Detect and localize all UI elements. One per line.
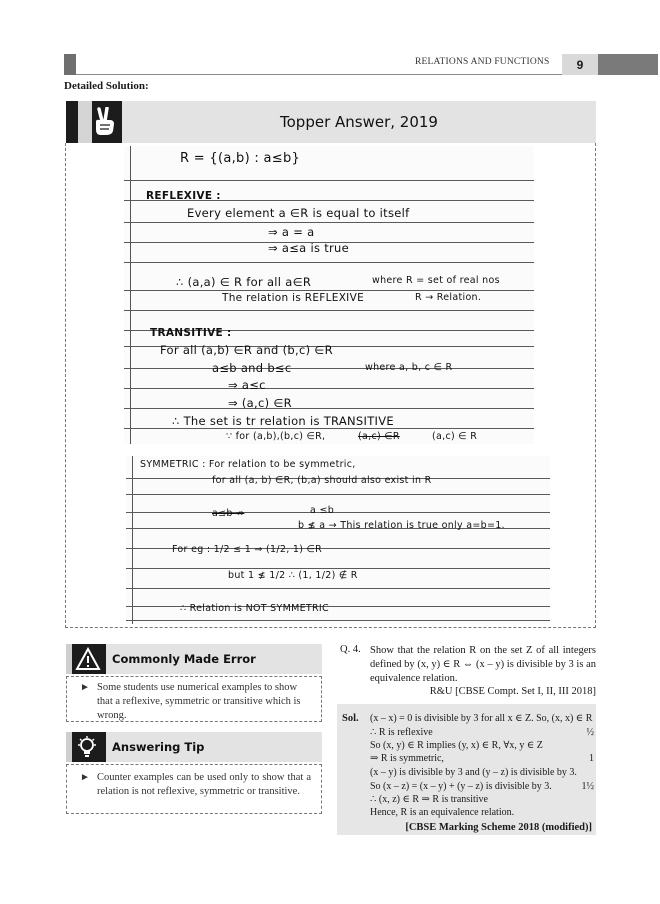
header-rule bbox=[76, 74, 598, 75]
page-number: 9 bbox=[562, 54, 598, 75]
common-error-title: Commonly Made Error bbox=[112, 652, 256, 666]
warning-icon bbox=[75, 647, 101, 671]
solution-line: ∴ (x, z) ∈ R ⇒ R is transitive bbox=[370, 794, 488, 805]
common-error-icon-box bbox=[66, 644, 106, 674]
handwritten-line: ⇒ a≤a is true bbox=[268, 241, 350, 255]
handwritten-line: ∴ (a,a) ∈ R for all a∈R bbox=[176, 275, 312, 289]
handwritten-line: ⇒ (a,c) ∈R bbox=[228, 396, 292, 410]
solution-mark: ½ bbox=[586, 727, 594, 738]
topper-answer-title: Topper Answer, 2019 bbox=[280, 113, 438, 131]
handwritten-line: ⇒ a = a bbox=[268, 225, 315, 239]
running-title: RELATIONS AND FUNCTIONS bbox=[415, 57, 550, 67]
handwritten-line: REFLEXIVE : bbox=[146, 190, 221, 202]
solution-mark: 1½ bbox=[581, 781, 594, 792]
handwritten-line: where a, b, c ∈ R bbox=[365, 362, 453, 373]
handwritten-line: b ≰ a → This relation is true only a=b=1. bbox=[298, 520, 505, 531]
topper-icon-box bbox=[66, 101, 122, 143]
solution-line: So (x, y) ∈ R implies (y, x) ∈ R, ∀x, y ∈ Z bbox=[370, 740, 543, 751]
handwritten-line: Every element a ∈R is equal to itself bbox=[187, 206, 410, 220]
solution-line: So (x – z) = (x – y) + (y – z) is divisible by 3. bbox=[370, 781, 552, 792]
handwritten-line: TRANSITIVE : bbox=[150, 327, 232, 339]
solution-line: ⇒ R is symmetric, bbox=[370, 753, 444, 764]
handwritten-line: but 1 ≰ 1/2 ∴ (1, 1/2) ∉ R bbox=[228, 570, 358, 581]
solution-line: Hence, R is an equivalence relation. bbox=[370, 807, 515, 818]
bullet-arrow-icon: ► bbox=[80, 682, 90, 693]
question-text: Show that the relation R on the set Z of all integers defined by (x, y) ∈ R ⇔ (x – y) is divisible by 3 is an equivalence relation. bbox=[370, 645, 596, 684]
handwritten-line: ∴ The set is tr relation is TRANSITIVE bbox=[172, 414, 394, 428]
common-error-text: Some students use numerical examples to show that a reflexive, symmetric or transitive which is wrong. bbox=[97, 682, 301, 721]
handwritten-line: for all (a, b) ∈R, (b,a) should also exist in R bbox=[212, 475, 432, 486]
lightbulb-icon bbox=[75, 735, 99, 759]
solution-line: (x – x) = 0 is divisible by 3 for all x ∈ Z. So, (x, x) ∈ R bbox=[370, 713, 593, 724]
handwritten-line: a ≤b bbox=[310, 505, 335, 516]
handwritten-line: R → Relation. bbox=[415, 292, 482, 303]
handwritten-line: For all (a,b) ∈R and (b,c) ∈R bbox=[160, 343, 333, 357]
question-number: Q. 4. bbox=[340, 644, 361, 655]
handwritten-line: ∵ for (a,b),(b,c) ∈R, bbox=[226, 431, 326, 442]
question-reference: R&U [CBSE Compt. Set I, II, III 2018] bbox=[429, 686, 596, 697]
handwritten-line: R = {(a,b) : a≤b} bbox=[180, 151, 301, 166]
handwritten-line: (a,c) ∈R bbox=[358, 431, 400, 442]
detailed-solution-label: Detailed Solution: bbox=[64, 80, 149, 92]
solution-label: Sol. bbox=[342, 713, 359, 724]
bullet-arrow-icon: ► bbox=[80, 772, 90, 783]
answering-tip-icon-box bbox=[66, 732, 106, 762]
handwritten-line: The relation is REFLEXIVE bbox=[222, 292, 365, 304]
answering-tip-text: Counter examples can be used only to show that a relation is not reflexive, symmetric or transitive. bbox=[97, 772, 311, 797]
handwritten-line: (a,c) ∈ R bbox=[432, 431, 478, 442]
handwritten-line: a≤b and b≤c bbox=[212, 361, 292, 375]
handwritten-line: ⇒ a≤c bbox=[228, 378, 266, 392]
header-accent-block bbox=[64, 54, 76, 75]
handwritten-line: where R = set of real nos bbox=[372, 275, 500, 286]
solution-reference: [CBSE Marking Scheme 2018 (modified)] bbox=[405, 822, 592, 833]
handwritten-line: SYMMETRIC : For relation to be symmetric, bbox=[140, 459, 356, 470]
solution-line: (x – y) is divisible by 3 and (y – z) is divisible by 3. bbox=[370, 767, 577, 778]
header-dark-tab bbox=[598, 54, 658, 75]
answering-tip-title: Answering Tip bbox=[112, 740, 205, 754]
handwritten-line: ∴ Relation is NOT SYMMETRIC bbox=[180, 603, 329, 614]
solution-mark: 1 bbox=[589, 753, 594, 764]
handwritten-line: a≤b ⇏ bbox=[212, 508, 245, 519]
victory-hand-icon bbox=[90, 107, 118, 137]
handwritten-line: For eg : 1/2 ≤ 1 ⇒ (1/2, 1) ∈R bbox=[172, 544, 322, 555]
solution-line: ∴ R is reflexive bbox=[370, 727, 433, 738]
